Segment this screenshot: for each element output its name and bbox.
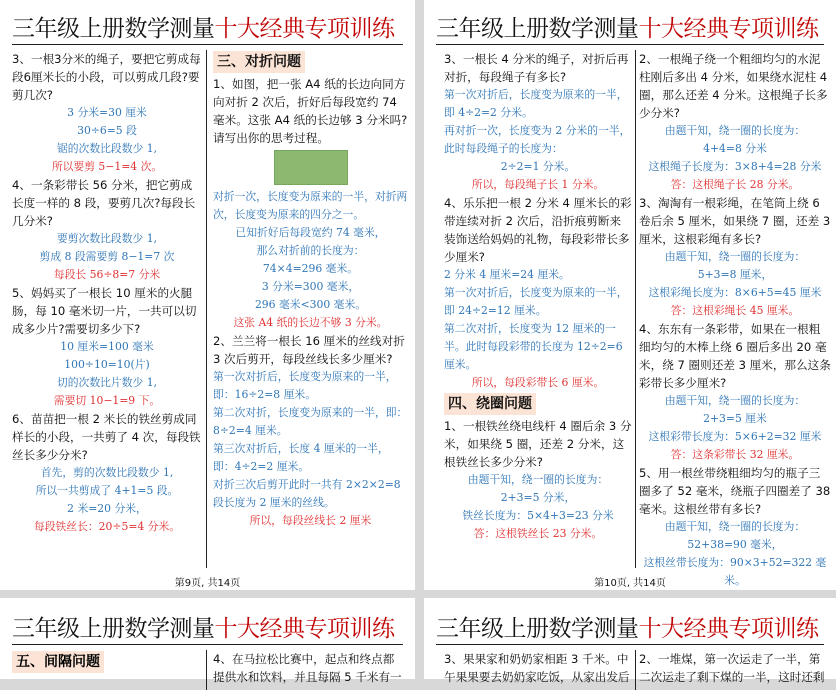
page-title: 三年级上册数学测量十大经典专项训练 <box>12 616 395 642</box>
solution-step: 2+3=5 分米， <box>500 491 576 504</box>
question-text: 4、一条彩带长 56 分米，把它剪成长度一样的 8 段，要剪几次?每段长几分米? <box>12 178 196 228</box>
question-text: 4、东东有一条彩带，如果在一根粗细均匀的木棒上绕 6 圈后多出 20 毫米，绕 7 圈则还差 3 厘米，那么这条彩带长多少厘米? <box>639 322 831 390</box>
solution-step: 5+3=8 厘米， <box>697 268 773 281</box>
solution-step: 这根绳子长度为：3×8+4=28 分米 <box>648 160 822 173</box>
page-title: 三年级上册数学测量十大经典专项训练 <box>436 616 819 642</box>
question-text: 3、一根3分米的绳子，要把它剪成每段6厘米长的小段，可以剪成几段?要剪几次? <box>12 52 201 102</box>
solution-step: 再对折一次，长度变为 2 分米的一半，此时每段绳子的长度为： <box>444 124 631 155</box>
question-text: 5、妈妈买了一根长 10 厘米的火腿肠，每 10 毫米切一片，一共可以切成多少片?需要切多少下? <box>12 286 197 336</box>
solution-step: 这根彩绳长度为：8×6+5=45 厘米 <box>648 286 822 299</box>
title-rule <box>12 644 403 645</box>
solution-step: 对折一次，长度变为原来的一半，对折两次，长度变为原来的四分之一。 <box>213 190 408 221</box>
solution-step: 由题干知，绕一圈的长度为： <box>467 473 609 486</box>
solution-step: 这根彩带长度为：5×6+2=32 厘米 <box>648 430 822 443</box>
answer-line: 所以，每段丝线长 2 厘米 <box>249 514 372 527</box>
answer-line: 这张 A4 纸的长边不够 3 分米。 <box>233 316 388 329</box>
solution-step: 铁丝长度为：5×4+3=23 分米 <box>462 509 614 522</box>
question-text: 3、一根长 4 分米的绳子，对折后再对折，每段绳子有多长? <box>444 52 629 84</box>
answer-line: 所以要剪 5−1=4 次。 <box>51 160 163 173</box>
page-title: 三年级上册数学测量十大经典专项训练 <box>436 16 819 42</box>
solution-step: 第一次对折后，长度变为原来的一半，即 24÷2=12 厘米。 <box>444 286 628 317</box>
solution-step: 3 分米=30 厘米 <box>67 106 147 119</box>
question-text: 4、在马拉松比赛中，起点和终点都 提供水和饮料，并且每隔 5 千米有一 <box>213 652 402 684</box>
page-footer: 第9页, 共14页 <box>174 578 241 589</box>
question-text: 2、兰兰将一根长 16 厘米的丝线对折 3 次后剪开，每段丝线长多少厘米? <box>213 334 405 366</box>
answer-line: 答：这根铁丝长 23 分米。 <box>473 527 603 540</box>
solution-step: 所以一共剪成了 4+1=5 段。 <box>35 484 179 497</box>
page-12 <box>424 598 836 684</box>
solution-step: 2 米=20 分米， <box>67 502 147 515</box>
left-column <box>12 50 202 568</box>
left-column <box>444 50 632 568</box>
answer-line: 答：这根彩绳长 45 厘米。 <box>670 304 800 317</box>
answer-line: 所以，每段绳子长 1 分米。 <box>471 178 605 191</box>
question-text: 6、苗苗把一根 2 米长的铁丝剪成同样长的小段，一共剪了 4 次，每段铁丝长多少分米? <box>12 412 201 462</box>
section-heading: 三、对折问题 <box>213 51 305 73</box>
right-column <box>639 50 831 587</box>
question-text: 3、果果家和奶奶家相距 3 千米。中 午果果要去奶奶家吃饭，从家出发后 <box>444 652 630 684</box>
section-heading: 四、绕圈问题 <box>444 393 536 415</box>
solution-step: 3 分米=300 毫米， <box>261 280 360 293</box>
solution-step: 74×4=296 毫米。 <box>262 262 359 275</box>
solution-step: 对折三次后剪开此时一共有 2×2×2=8 段长度为 2 厘米的丝线。 <box>213 478 401 509</box>
solution-step: 52+38=90 毫米， <box>687 538 783 551</box>
column-divider <box>206 650 207 690</box>
page-9 <box>0 0 415 590</box>
page-11 <box>0 598 415 684</box>
answer-line: 答：这根绳子长 28 分米。 <box>670 178 800 191</box>
solution-step: 剪成 8 段需要剪 8−1=7 次 <box>39 250 175 263</box>
solution-step: 10 厘米=100 毫米 <box>60 340 154 353</box>
answer-line: 所以，每段彩带长 6 厘米。 <box>471 376 605 389</box>
answer-line: 需要切 10−1=9 下。 <box>53 394 161 407</box>
question-text: 4、乐乐把一根 2 分米 4 厘米长的彩带连续对折 2 次后，沿折痕剪断来装饰送给妈妈的礼物，每段彩带长多少厘米? <box>444 196 632 264</box>
solution-step: 已知折好后每段宽约 74 毫米， <box>235 226 386 239</box>
question-text: 1、如图，把一张 A4 纸的长边向同方向对折 2 次后，折好后每段宽约 74 毫米。这张 A4 纸的长边够 3 分米吗?请写出你的思考过程。 <box>213 77 408 145</box>
section-heading: 五、间隔问题 <box>12 650 104 675</box>
solution-step: 由题干知，绕一圈的长度为： <box>664 520 806 533</box>
page-10 <box>424 0 836 590</box>
solution-step: 100÷10=10(片) <box>64 358 150 371</box>
solution-step: 由题干知，绕一圈的长度为： <box>664 394 806 407</box>
page-footer: 第10页, 共14页 <box>594 578 666 589</box>
page-title: 三年级上册数学测量十大经典专项训练 <box>12 16 395 42</box>
solution-step: 由题干知，绕一圈的长度为： <box>664 250 806 263</box>
solution-step: 要剪次数比段数少 1, <box>56 232 158 245</box>
solution-step: 30÷6=5 段 <box>77 124 137 137</box>
answer-line: 答：这条彩带长 32 厘米。 <box>670 448 800 461</box>
question-text: 5、用一根丝带绕粗细均匀的瓶子三圈多了 52 毫米，绕瓶子四圈差了 38 毫米。这根丝带有多长? <box>639 466 831 516</box>
question-text: 2、一根绳子绕一个粗细均匀的水泥柱刚后多出 4 分米，如果绕水泥柱 4 圈，那么还差 4 分米。这根绳子长多少分米? <box>639 52 828 120</box>
solution-step: 4+4=8 分米 <box>703 142 767 155</box>
solution-step: 第二次对折，长度变为原来的一半，即：8÷2=4 厘米。 <box>213 406 408 437</box>
column-divider <box>635 650 636 690</box>
title-rule <box>12 44 403 45</box>
solution-step: 296 毫米<300 毫米。 <box>254 298 367 311</box>
solution-step: 2 分米 4 厘米=24 厘米。 <box>444 268 570 281</box>
solution-step: 第二次对折，长度变为 12 厘米的一半。此时每段彩带的长度为 12÷2=6 厘米。 <box>444 322 623 371</box>
solution-step: 第三次对折后，长度 4 厘米的一半，即：4÷2=2 厘米。 <box>213 442 389 473</box>
a4-paper-figure <box>274 150 348 185</box>
question-text: 1、一根铁丝绕电线杆 4 圈后余 3 分米，如果绕 5 圈，还差 2 分米，这根铁丝长多少分米? <box>444 419 632 469</box>
question-text: 2、一堆煤，第一次运走了一半，第 二次运走了剩下煤的一半，这时还剩 <box>639 652 825 684</box>
solution-step: 首先，剪的次数比段数少 1, <box>40 466 174 479</box>
column-divider <box>635 50 636 568</box>
question-text: 3、淘淘有一根彩绳，在笔筒上绕 6 卷后余 5 厘米，如果绕 7 圈，还差 3 厘米，这根彩绳有多长? <box>639 196 831 246</box>
solution-step: 由题干知，绕一圈的长度为： <box>664 124 806 137</box>
solution-step: 2+3=5 厘米 <box>703 412 767 425</box>
right-column <box>213 50 408 568</box>
solution-step: 切的次数比片数少 1, <box>56 376 158 389</box>
solution-step: 锯的次数比段数少 1, <box>56 142 158 155</box>
solution-step: 第一次对折后，长度变为原来的一半，即：16÷2=8 厘米。 <box>213 370 397 401</box>
title-rule <box>436 44 824 45</box>
solution-step: 第一次对折后，长度变为原来的一半，即 4÷2=2 分米。 <box>444 88 628 119</box>
column-divider <box>206 50 207 568</box>
answer-line: 每段铁丝长：20÷5=4 分米。 <box>33 520 181 533</box>
solution-step: 这根丝带长度为：90×3+52=322 毫米。 <box>643 556 827 587</box>
section-heading-row <box>444 392 632 417</box>
solution-step: 那么对折前的长度为： <box>256 244 365 257</box>
title-rule <box>436 644 824 645</box>
answer-line: 每段长 56÷8=7 分米 <box>53 268 161 281</box>
solution-step: 2÷2=1 分米。 <box>500 160 576 173</box>
section-heading-row <box>213 50 408 75</box>
